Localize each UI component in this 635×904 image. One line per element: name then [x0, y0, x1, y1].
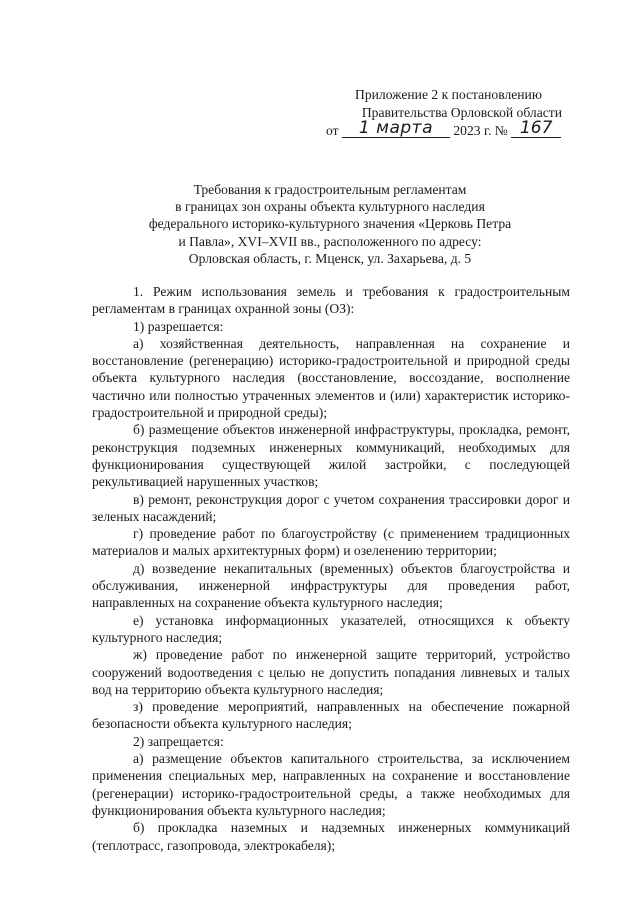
handwritten-number: 167: [511, 119, 561, 138]
handwritten-date: 1 марта: [342, 119, 450, 138]
year-text: 2023 г. №: [453, 123, 508, 138]
title-line-2: в границах зон охраны объекта культурного наследия: [175, 199, 485, 215]
title-line-3: федерального историко-культурного значения «Церковь Петра: [148, 216, 512, 232]
title-line-5: Орловская область, г. Мценск, ул. Захарьева, д. 5: [188, 250, 472, 266]
paragraph-prohibited-heading: 2) запрещается:: [133, 733, 224, 749]
paragraph-z: з) проведение мероприятий, направленных на обеспечение пожарной безопасности объекта культурного наследия;: [92, 699, 570, 732]
paragraph-v: в) ремонт, реконструкция дорог с учетом сохранения трассировки дорог и зеленых насаждений;: [92, 491, 570, 524]
paragraph-prohibited-a: а) размещение объектов капитального строительства, за исключением применения специальных мер, направленных на сохранение и восстановление (регенерации) историко-градостроительной среды, а также необходимых для функционирования объекта культурного наследия;: [92, 751, 570, 818]
document-body: [92, 283, 570, 854]
appendix-line-1: Приложение 2 к постановлению: [355, 87, 542, 102]
paragraph-a: а) хозяйственная деятельность, направленная на сохранение и восстановление (регенерацию) историко-градостроительной и природной среды объекта культурного наследия (восстановление, воссоздание, восполнение частично или полностью утраченных элементов и (или) характеристик историко-градостроительной и природной среды);: [92, 335, 570, 421]
paragraph-b: б) размещение объектов инженерной инфраструктуры, прокладка, ремонт, реконструкция подземных инженерных коммуникаций, необходимых для функционирования существующей жилой застройки, с последующей рекультивацией нарушенных участков;: [92, 422, 570, 490]
title-line-1: Требования к градостроительным регламентам: [193, 182, 467, 197]
paragraph-d: д) возведение некапитальных (временных) объектов благоустройства и обслуживания, инженерной инфраструктуры для проведения работ, направленных на сохранение объекта культурного наследия;: [92, 560, 570, 611]
title-line-4: и Павла», XVI–XVII вв., расположенного по адресу:: [178, 233, 482, 249]
paragraph-permitted-heading: 1) разрешается:: [133, 318, 224, 334]
appendix-date-line: [300, 118, 570, 143]
paragraph-e: е) установка информационных указателей, относящихся к объекту культурного наследия;: [92, 612, 570, 645]
paragraph-zh: ж) проведение работ по инженерной защите территорий, устройство сооружений водоотведения с целью не допустить попадания ливневых и талых вод на территорию объекта культурного наследия;: [92, 647, 570, 697]
paragraph-prohibited-b: б) прокладка наземных и надземных инженерных коммуникаций (теплотрасс, газопровода, электрокабеля);: [92, 820, 570, 853]
appendix-line-2: Правительства Орловской области: [361, 104, 562, 120]
appendix-header: [300, 86, 570, 143]
document-title: [90, 181, 570, 267]
paragraph-g: г) проведение работ по благоустройству (с применением традиционных материалов и малых архитектурных форм) и озеленению территории;: [92, 526, 570, 559]
from-prefix: от: [326, 123, 339, 138]
paragraph-1: 1. Режим использования земель и требования к градостроительным регламентам в границах охранной зоны (ОЗ):: [92, 284, 570, 317]
